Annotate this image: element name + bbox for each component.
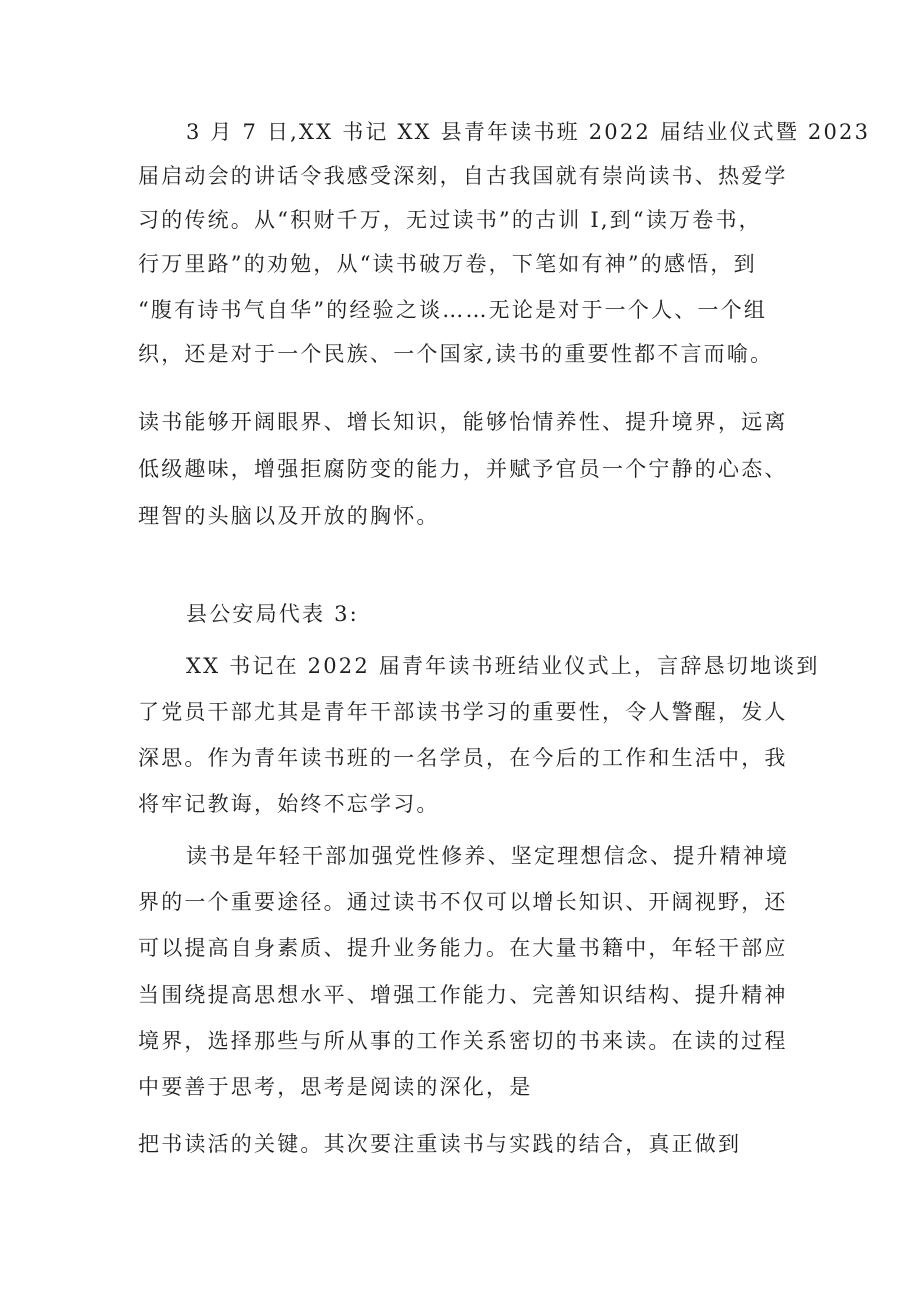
paragraph-1-line-4: 行万里路”的劝勉，从“读书破万卷，下笔如有神”的感悟，到 bbox=[138, 252, 757, 276]
paragraph-1-line-6: 织，还是对于一个民族、一个国家,读书的重要性都不言而喻。 bbox=[138, 342, 774, 366]
paragraph-1-line-1: 3 月 7 日,XX 书记 XX 县青年读书班 2022 届结业仪式暨 2023 bbox=[186, 120, 871, 144]
paragraph-3-line-3: 可以提高自身素质、提升业务能力。在大量书籍中，年轻干部应 bbox=[138, 936, 788, 960]
paragraph-2-line-1: XX 书记在 2022 届青年读书班结业仪式上，言辞恳切地谈到 bbox=[186, 654, 820, 678]
paragraph-1-line-2: 届启动会的讲话令我感受深刻，自古我国就有崇尚读书、热爱学 bbox=[138, 164, 788, 188]
paragraph-2-line-2: 了党员干部尤其是青年干部读书学习的重要性，令人警醒，发人 bbox=[138, 700, 788, 724]
paragraph-1-line-9: 理智的头脑以及开放的胸怀。 bbox=[138, 504, 440, 528]
speaker-heading: 县公安局代表 3: bbox=[186, 602, 359, 626]
paragraph-3-line-4: 当围绕提高思想水平、增强工作能力、完善知识结构、提升精神 bbox=[138, 983, 788, 1007]
paragraph-2-line-3: 深思。作为青年读书班的一名学员，在今后的工作和生活中，我 bbox=[138, 746, 788, 770]
paragraph-3-line-1: 读书是年轻干部加强党性修养、坚定理想信念、提升精神境 bbox=[186, 844, 790, 868]
paragraph-3-line-5: 境界，选择那些与所从事的工作关系密切的书来读。在读的过程 bbox=[138, 1029, 788, 1053]
paragraph-4-line-1: 把书读活的关键。其次要注重读书与实践的结合，真正做到 bbox=[138, 1132, 742, 1156]
paragraph-3-line-6: 中要善于思考，思考是阅读的深化，是 bbox=[138, 1075, 533, 1099]
paragraph-1-line-3: 习的传统。从“积财千万，无过读书”的古训 I,到“读万卷书， bbox=[138, 208, 762, 232]
paragraph-1-line-5: “腹有诗书气自华”的经验之谈……无论是对于一个人、一个组 bbox=[138, 298, 768, 322]
paragraph-1-line-7: 读书能够开阔眼界、增长知识，能够怡情养性、提升境界，远离 bbox=[138, 410, 788, 434]
paragraph-3-line-2: 界的一个重要途径。通过读书不仅可以增长知识、开阔视野，还 bbox=[138, 890, 788, 914]
paragraph-2-line-4: 将牢记教诲，始终不忘学习。 bbox=[138, 792, 440, 816]
paragraph-1-line-8: 低级趣味，增强拒腐防变的能力，并赋予官员一个宁静的心态、 bbox=[138, 457, 788, 481]
